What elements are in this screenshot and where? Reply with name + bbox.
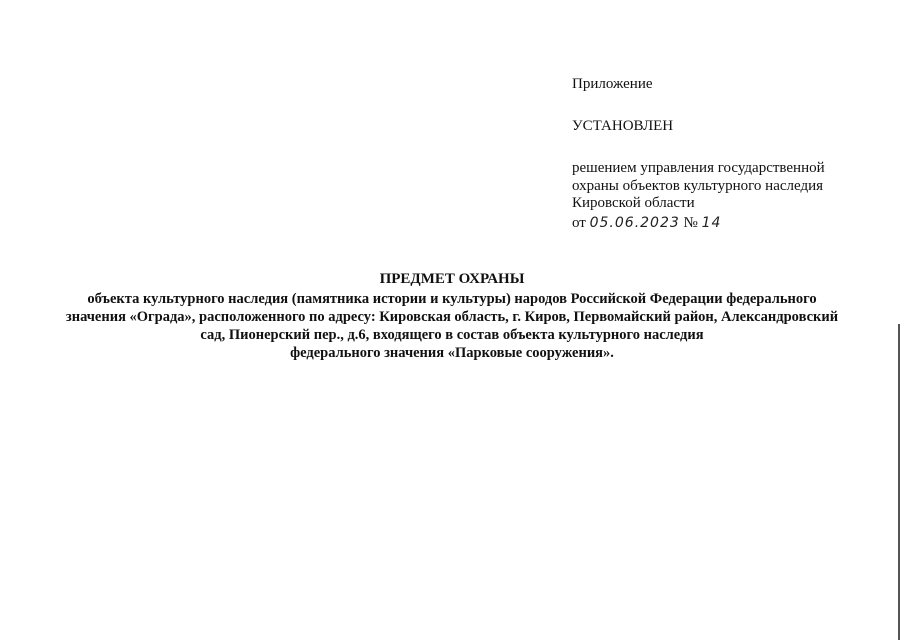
appendix-block [572, 76, 872, 232]
heading-line: федерального значения «Парковые сооружения». [290, 345, 614, 361]
date-line [572, 215, 872, 233]
date-prefix: от [572, 214, 586, 231]
approved-label: УСТАНОВЛЕН [572, 117, 674, 134]
handwritten-date: 05.06.2023 [589, 214, 680, 231]
document-title: ПРЕДМЕТ ОХРАНЫ [379, 271, 525, 287]
heading-block [52, 270, 852, 362]
decision-line: Кировской области [572, 195, 695, 211]
decision-text [572, 160, 872, 232]
number-sign: № [683, 214, 698, 231]
heading-line: сад, Пионерский пер., д.6, входящего в состав объекта культурного наследия [200, 327, 704, 343]
decision-line: решением управления государственной [572, 160, 825, 176]
decision-line: охраны объектов культурного наследия [572, 177, 824, 194]
heading-line: значения «Ограда», расположенного по адресу: Кировская область, г. Киров, Первомайский район, Александровский [65, 309, 839, 325]
heading-line: объекта культурного наследия (памятника истории и культуры) народов Российской Федерации федерального [87, 291, 817, 307]
scan-edge-line [898, 324, 900, 640]
handwritten-number: 14 [701, 214, 722, 231]
appendix-label: Приложение [572, 76, 653, 92]
